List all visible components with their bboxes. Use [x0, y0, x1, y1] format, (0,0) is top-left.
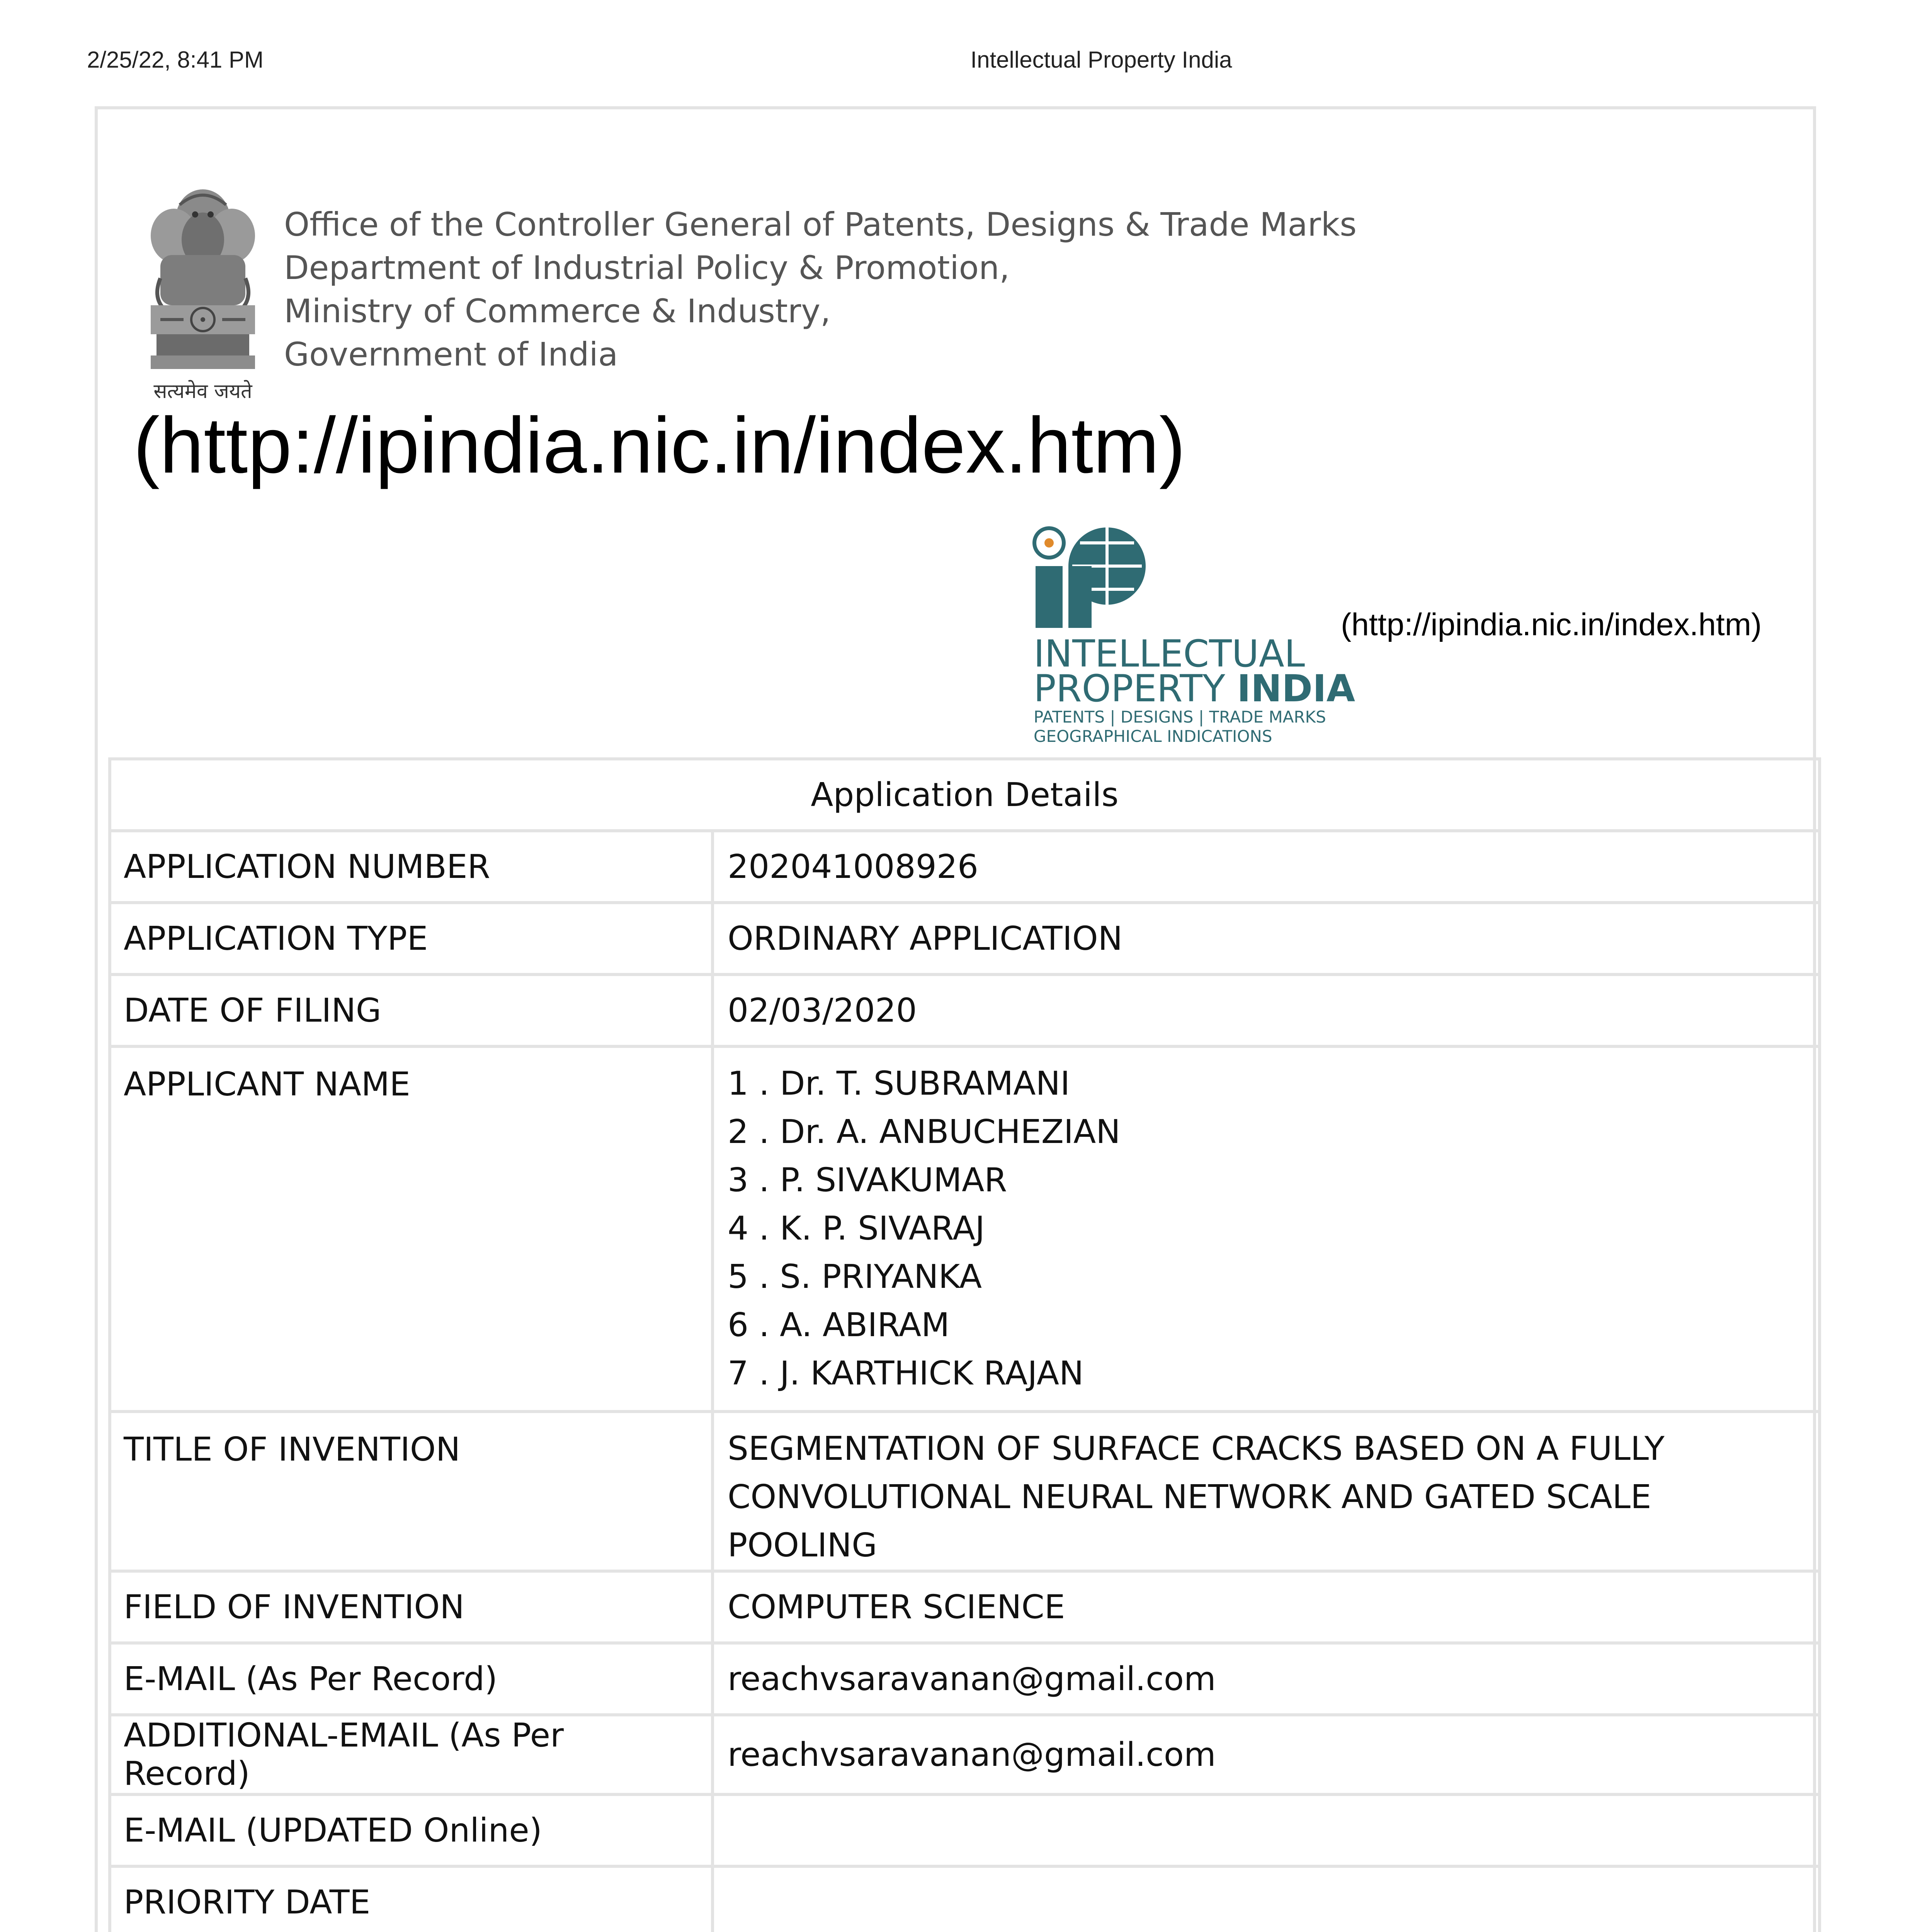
logo-line-1: INTELLECTUAL — [1034, 632, 1305, 675]
field-of-invention-label: FIELD OF INVENTION — [110, 1571, 713, 1643]
email-label: E-MAIL (As Per Record) — [110, 1643, 713, 1715]
title-of-invention-label: TITLE OF INVENTION — [110, 1412, 713, 1571]
table-row — [110, 831, 1820, 903]
applicant-name-item: 7 . J. KARTHICK RAJAN — [728, 1354, 1084, 1393]
applicant-name-item: 4 . K. P. SIVARAJ — [728, 1209, 985, 1248]
office-line-4: Government of India — [284, 335, 618, 373]
table-row — [110, 1715, 1820, 1794]
table-row — [110, 1412, 1820, 1571]
logo-line-2a: PROPERTY — [1034, 667, 1237, 710]
office-title-block — [284, 203, 1357, 376]
applicant-name-label: APPLICANT NAME — [110, 1046, 713, 1412]
priority-date-label: PRIORITY DATE — [110, 1866, 713, 1932]
title-of-invention-line: SEGMENTATION OF SURFACE CRACKS BASED ON A FULLY — [728, 1430, 1665, 1468]
ipindia-logo-icon[interactable] — [1030, 520, 1355, 748]
table-row — [110, 1643, 1820, 1715]
table-row — [110, 1571, 1820, 1643]
applicant-name-list — [713, 1046, 1820, 1412]
logo-line-4: GEOGRAPHICAL INDICATIONS — [1034, 727, 1272, 746]
additional-email-label: ADDITIONAL-EMAIL (As Per Record) — [110, 1715, 713, 1794]
title-of-invention-value — [713, 1412, 1820, 1571]
email-updated-value — [713, 1794, 1820, 1866]
applicant-name-item: 1 . Dr. T. SUBRAMANI — [728, 1065, 1070, 1103]
print-page-title: Intellectual Property India — [970, 47, 1232, 73]
additional-email-value: reachvsaravanan@gmail.com — [713, 1715, 1820, 1794]
logo-line-2b: INDIA — [1237, 667, 1355, 710]
application-type-label: APPLICATION TYPE — [110, 903, 713, 975]
date-of-filing-value: 02/03/2020 — [713, 975, 1820, 1046]
print-datetime: 2/25/22, 8:41 PM — [87, 47, 264, 73]
table-row — [110, 903, 1820, 975]
application-type-value: ORDINARY APPLICATION — [713, 903, 1820, 975]
date-of-filing-label: DATE OF FILING — [110, 975, 713, 1046]
logo-line-3: PATENTS | DESIGNS | TRADE MARKS — [1034, 707, 1326, 726]
table-row — [110, 1866, 1820, 1932]
logo-home-link[interactable]: (http://ipindia.nic.in/index.htm) — [1341, 607, 1762, 642]
applicant-name-item: 5 . S. PRIYANKA — [728, 1258, 982, 1296]
priority-date-value — [713, 1866, 1820, 1932]
application-number-value: 202041008926 — [713, 831, 1820, 903]
applicant-name-item: 2 . Dr. A. ANBUCHEZIAN — [728, 1113, 1121, 1151]
home-link[interactable]: (http://ipindia.nic.in/index.htm) — [133, 401, 1186, 490]
office-line-2: Department of Industrial Policy & Promotion, — [284, 249, 1010, 287]
applicant-name-item: 3 . P. SIVAKUMAR — [728, 1161, 1007, 1199]
email-updated-label: E-MAIL (UPDATED Online) — [110, 1794, 713, 1866]
print-header — [0, 46, 1914, 77]
field-of-invention-value: COMPUTER SCIENCE — [713, 1571, 1820, 1643]
office-line-3: Ministry of Commerce & Industry, — [284, 292, 831, 330]
table-row — [110, 1046, 1820, 1412]
title-of-invention-line: CONVOLUTIONAL NEURAL NETWORK AND GATED SCALE POOLING — [728, 1478, 1651, 1565]
national-emblem-icon — [137, 182, 269, 406]
emblem-caption: सत्यमेव जयते — [153, 380, 252, 403]
table-row — [110, 975, 1820, 1046]
table-row — [110, 1794, 1820, 1866]
application-number-label: APPLICATION NUMBER — [110, 831, 713, 903]
table-header-row — [110, 759, 1820, 831]
applicant-name-item: 6 . A. ABIRAM — [728, 1306, 950, 1344]
application-details-table — [108, 757, 1821, 1932]
email-value: reachvsaravanan@gmail.com — [713, 1643, 1820, 1715]
office-line-1: Office of the Controller General of Patents, Designs & Trade Marks — [284, 206, 1357, 243]
logo-line-2 — [1034, 667, 1355, 710]
application-details-heading: Application Details — [110, 759, 1820, 831]
